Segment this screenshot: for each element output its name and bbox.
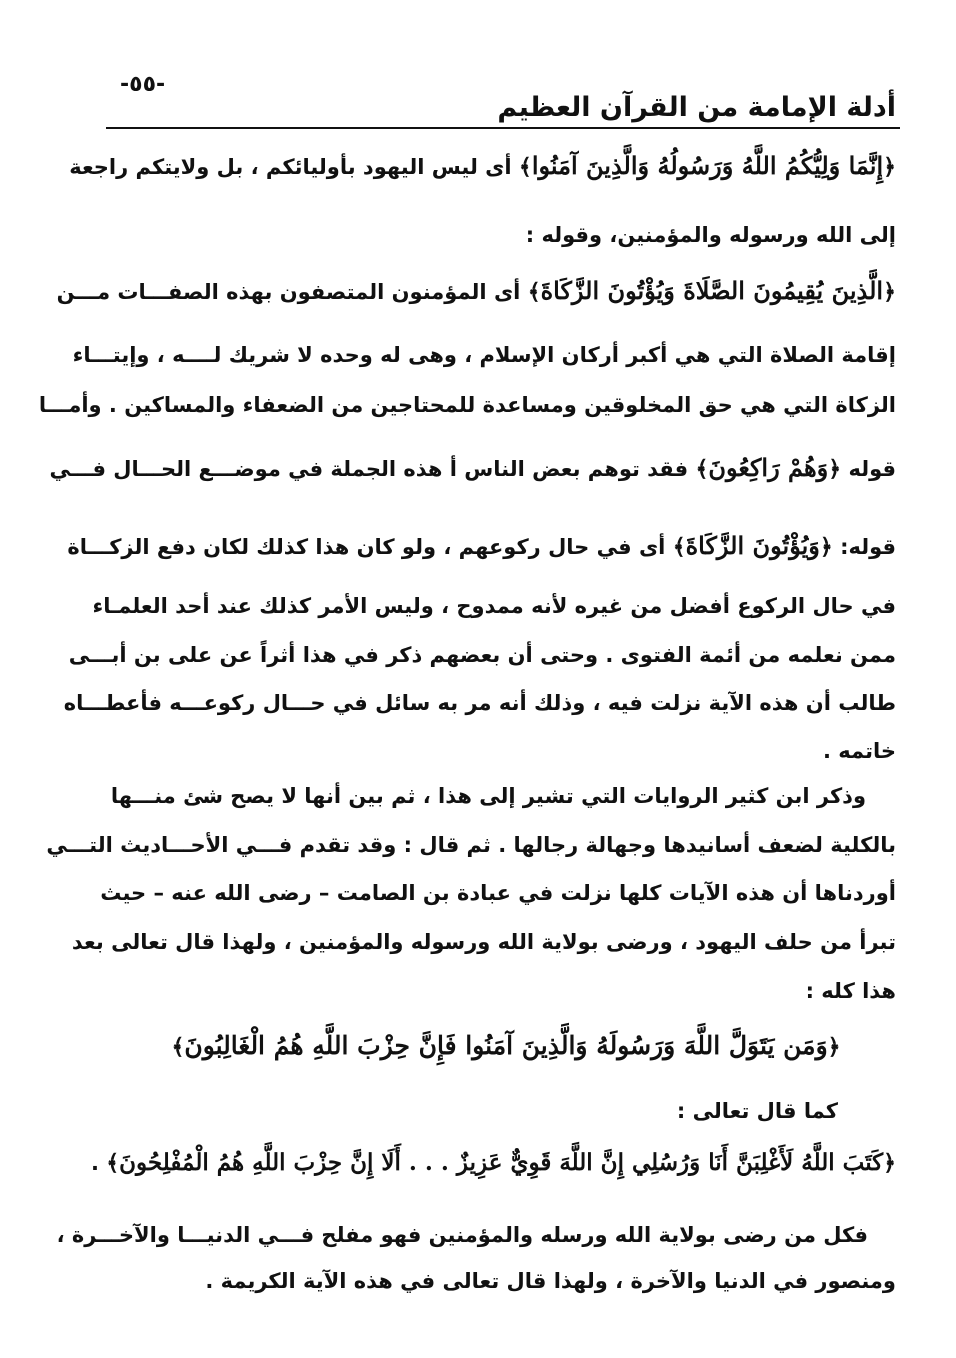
text-line-3 (56, 275, 896, 307)
quran-verse: وَمَن يَتَوَلَّ اللَّهَ وَرَسُولَهُ وَالَّذِينَ آمَنُوا فَإِنَّ حِزْبَ اللَّهِ هُمُ الْغَالِبُونَ (184, 1031, 828, 1060)
quran-bracket-close: ﴾ (518, 154, 532, 180)
text-line-2: إلى الله ورسوله والمؤمنين، وقوله : (525, 223, 896, 247)
text-line-7 (67, 530, 896, 562)
quran-verse-block-2 (90, 1148, 896, 1178)
quran-verse: وَيُؤْتُونَ الزَّكَاةَ (685, 531, 820, 560)
quran-bracket-open: ﴿ (883, 279, 896, 305)
quran-bracket-close: ﴾ (695, 456, 709, 482)
text-line-9: ممن نعلمه من أئمة الفتوى . وحتى أن بعضهم ذكر في هذا أثراً عن على بن أبـــى (68, 643, 896, 667)
quran-verse: الَّذِينَ يُقِيمُونَ الصَّلَاةَ وَيُؤْتُونَ الزَّكَاةَ (540, 276, 884, 305)
quran-verse: إِنَّمَا وَلِيُّكُمُ اللَّهُ وَرَسُولُهُ وَالَّذِينَ آمَنُوا (531, 151, 884, 180)
text-line-12: وذكر ابن كثير الروايات التي تشير إلى هذا ، ثم بين أنها لا يصح شئ منـــها (110, 784, 866, 808)
line-text: أى ليس اليهود بأوليائكم ، بل ولايتكم راجعة (69, 155, 512, 179)
quran-bracket-close: ﴾ (106, 1150, 120, 1176)
text-line-11: خاتمه . (822, 739, 896, 763)
text-line-18: كما قال تعالى : (676, 1099, 838, 1123)
text-line-20: فكل من رضى بولاية الله ورسله والمؤمنين فهو مفلح فـــي الدنيـــا والآخـــرة ، (56, 1223, 868, 1247)
text-line-8: في حال الركوع أفضل من غيره لأنه ممدوح ، وليس الأمر كذلك عند أحد العلمـاء (92, 594, 896, 618)
quran-bracket-close: ﴾ (527, 279, 541, 305)
line-text-prefix: قوله (848, 457, 896, 481)
text-line-15: تبرأ من حلف اليهود ، ورضى بولاية الله ورسوله والمؤمنين ، ولهذا قال تعالى بعد (71, 930, 896, 954)
line-text: فقد توهم بعض الناس أ هذه الجملة في موضـــع الحـــال فـــي (49, 457, 689, 481)
verse-tail: . (90, 1151, 99, 1175)
text-line-14: أوردناها أن هذه الآيات كلها نزلت في عبادة بن الصامت – رضى الله عنه – حيث (100, 881, 896, 905)
line-text-prefix: قوله: (840, 535, 896, 559)
text-line-10: طالب أن هذه الآية نزلت فيه ، وذلك أنه مر به سائل في حـــال ركوعـــه فأعطـــاه (63, 691, 896, 715)
header-rule (106, 127, 900, 129)
quran-verse: وَهُمْ رَاكِعُونَ (708, 453, 829, 482)
text-line-13: بالكلية لضعف أسانيدها وجهالة رجالها . ثم قال : وقد تقدم فـــي الأحـــاديث التـــي (46, 833, 896, 857)
page-number: -٥٥- (120, 72, 166, 97)
quran-bracket-open: ﴿ (827, 1034, 841, 1060)
text-line-4: إقامة الصلاة التي هي أكبر أركان الإسلام ، وهى له وحده لا شريك لــــه ، وإيتـــاء (72, 343, 896, 367)
quran-bracket-open: ﴿ (828, 456, 842, 482)
quran-verse: كَتَبَ اللَّهُ لَأَغْلِبَنَّ أَنَا وَرُسُلِي إِنَّ اللَّهَ قَوِيٌّ عَزِيزٌ . . . أَلَا إِنَّ حِزْبَ اللَّهِ هُمُ الْمُفْلِحُونَ (119, 1149, 884, 1176)
quran-bracket-close: ﴾ (171, 1034, 185, 1060)
text-line-16: هذا كله : (805, 979, 896, 1003)
text-line-1 (69, 150, 896, 182)
quran-bracket-close: ﴾ (672, 534, 686, 560)
quran-bracket-open: ﴿ (819, 534, 833, 560)
text-line-5: الزكاة التي هي حق المخلوقين ومساعدة للمحتاجين من الضعفاء والمساكين . وأمـــا (38, 393, 896, 417)
quran-bracket-open: ﴿ (883, 154, 896, 180)
line-text: أى المؤمنون المتصفون بهذه الصفـــات مـــن (56, 280, 521, 304)
text-line-6 (49, 452, 896, 484)
line-text: أى في حال ركوعهم ، ولو كان هذا كذلك لكان دفع الزكـــاة (67, 535, 666, 559)
running-header: أدلة الإمامة من القرآن العظيم (497, 92, 896, 123)
text-line-21: ومنصور في الدنيا والآخرة ، ولهذا قال تعالى في هذه الآية الكريمة . (205, 1269, 896, 1293)
quran-verse-block-1 (116, 1030, 896, 1063)
quran-bracket-open: ﴿ (883, 1150, 896, 1176)
